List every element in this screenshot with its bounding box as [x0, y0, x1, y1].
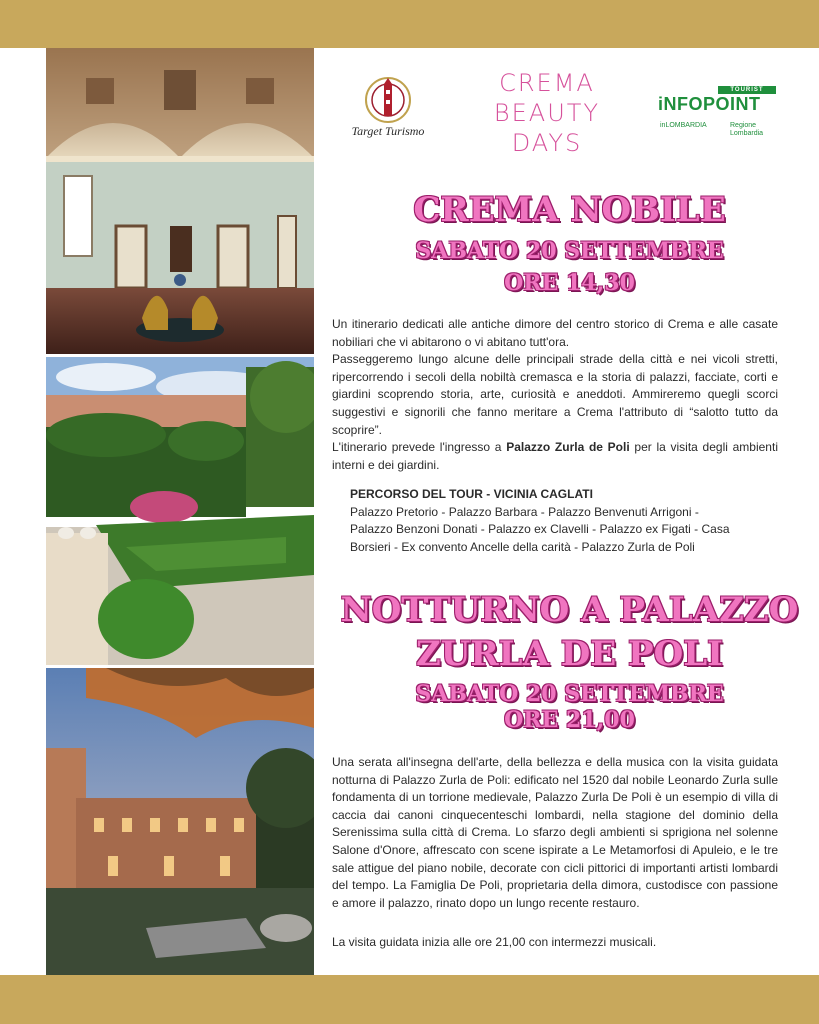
bottom-gold-band: [0, 975, 819, 1024]
event1-ingress-venue: Palazzo Zurla de Poli: [506, 440, 630, 455]
event1-ingress-suffix: per la visita degli ambienti interni e dei giardini.: [332, 440, 778, 472]
target-tower-icon: [360, 76, 416, 126]
crema-logo-line-1: CREMA: [499, 69, 595, 97]
event2-title-line-2: ZURLA DE POLI: [415, 634, 724, 674]
event1-description-line-2: Passeggeremo lungo alcune delle principali strade della città e nei vicoli stretti, ripercorrendo i secoli della nobiltà cremasca e la storia di palazzi, facciate, corti e giardini scoprendo storia, arte, curiosità e aneddoti. Ammireremo quegli scorci suggestivi e signorili che fanno meritare a Crema l'attributo di “salotto tutto da scoprire”.: [332, 352, 778, 437]
tour-route-line-1: Palazzo Pretorio - Palazzo Barbara - Palazzo Benvenuti Arrigoni -: [350, 504, 699, 519]
event2-date: SABATO 20 SETTEMBRE: [415, 681, 724, 707]
event1-description: [332, 316, 778, 474]
target-turismo-logo: [336, 76, 440, 154]
tour-route-title: PERCORSO DEL TOUR - VICINIA CAGLATI: [350, 487, 593, 501]
photo-palazzo-at-night: [46, 668, 314, 975]
event1-date: SABATO 20 SETTEMBRE: [415, 238, 724, 264]
crema-beauty-days-logo: [484, 68, 610, 158]
event1-ingress-sentence: [332, 439, 778, 474]
top-gold-band: [0, 0, 819, 48]
crema-logo-line-2: BEAUTY: [493, 99, 601, 127]
infopoint-tourist-label: TOURIST: [718, 86, 776, 94]
photo-palace-garden: [46, 357, 314, 665]
event1-ingress-prefix: L'itinerario prevede l'ingresso a: [332, 440, 507, 455]
event1-title: CREMA NOBILE: [413, 190, 726, 230]
crema-logo-line-3: DAYS: [511, 129, 583, 157]
target-turismo-label: Target Turismo: [351, 124, 425, 138]
infopoint-logo: [656, 86, 778, 140]
in-lombardia-label: inLOMBARDIA: [660, 122, 707, 129]
tour-route: [350, 486, 750, 556]
event1-description-line-1: Un itinerario dedicati alle antiche dimore del centro storico di Crema e alle casate nobiliari che vi abitarono o vi abitano tutt'ora.: [332, 317, 778, 349]
regione-lombardia-label: Regione Lombardia: [730, 122, 764, 137]
tour-route-line-3: Borsieri - Ex convento Ancelle della carità - Palazzo Zurla de Poli: [350, 539, 695, 554]
photo-frescoed-palace-hall: [46, 48, 314, 354]
tour-route-line-2: Palazzo Benzoni Donati - Palazzo ex Clavelli - Palazzo ex Figati - Casa: [350, 522, 730, 536]
event2-description: Una serata all'insegna dell'arte, della bellezza e della musica con la visita guidata notturna di Palazzo Zurla de Poli: edificato nel 1520 dal nobile Leonardo Zurla sulle fondamenta di un torrione medievale, Palazzo Zurla De Poli è un esempio di villa di caccia dai canoni cinquecenteschi lombardi, nella stagione del dominio della Serenissima sulla città di Crema. Lo sfarzo degli ambienti si sprigiona nel solenne Salone d'Onore, affrescato con scene ispirate a Le Metamorfosi di Apuleio, e le tre sale attigue del piano nobile, decorate con cicli pittorici di importanti artisti lombardi del tempo. La Famiglia De Poli, proprietaria della dimora, custodisce con passione e amore il palazzo, rinato dopo un lungo recente restauro.: [332, 755, 778, 910]
event1-time: ORE 14,30: [504, 270, 635, 296]
infopoint-wordmark: iNFOPOINT: [658, 94, 761, 114]
event2-start-note: La visita guidata inizia alle ore 21,00 con intermezzi musicali.: [332, 935, 657, 949]
event2-title-line-1: NOTTURNO A PALAZZO: [340, 590, 799, 630]
event2-time: ORE 21,00: [504, 707, 635, 733]
